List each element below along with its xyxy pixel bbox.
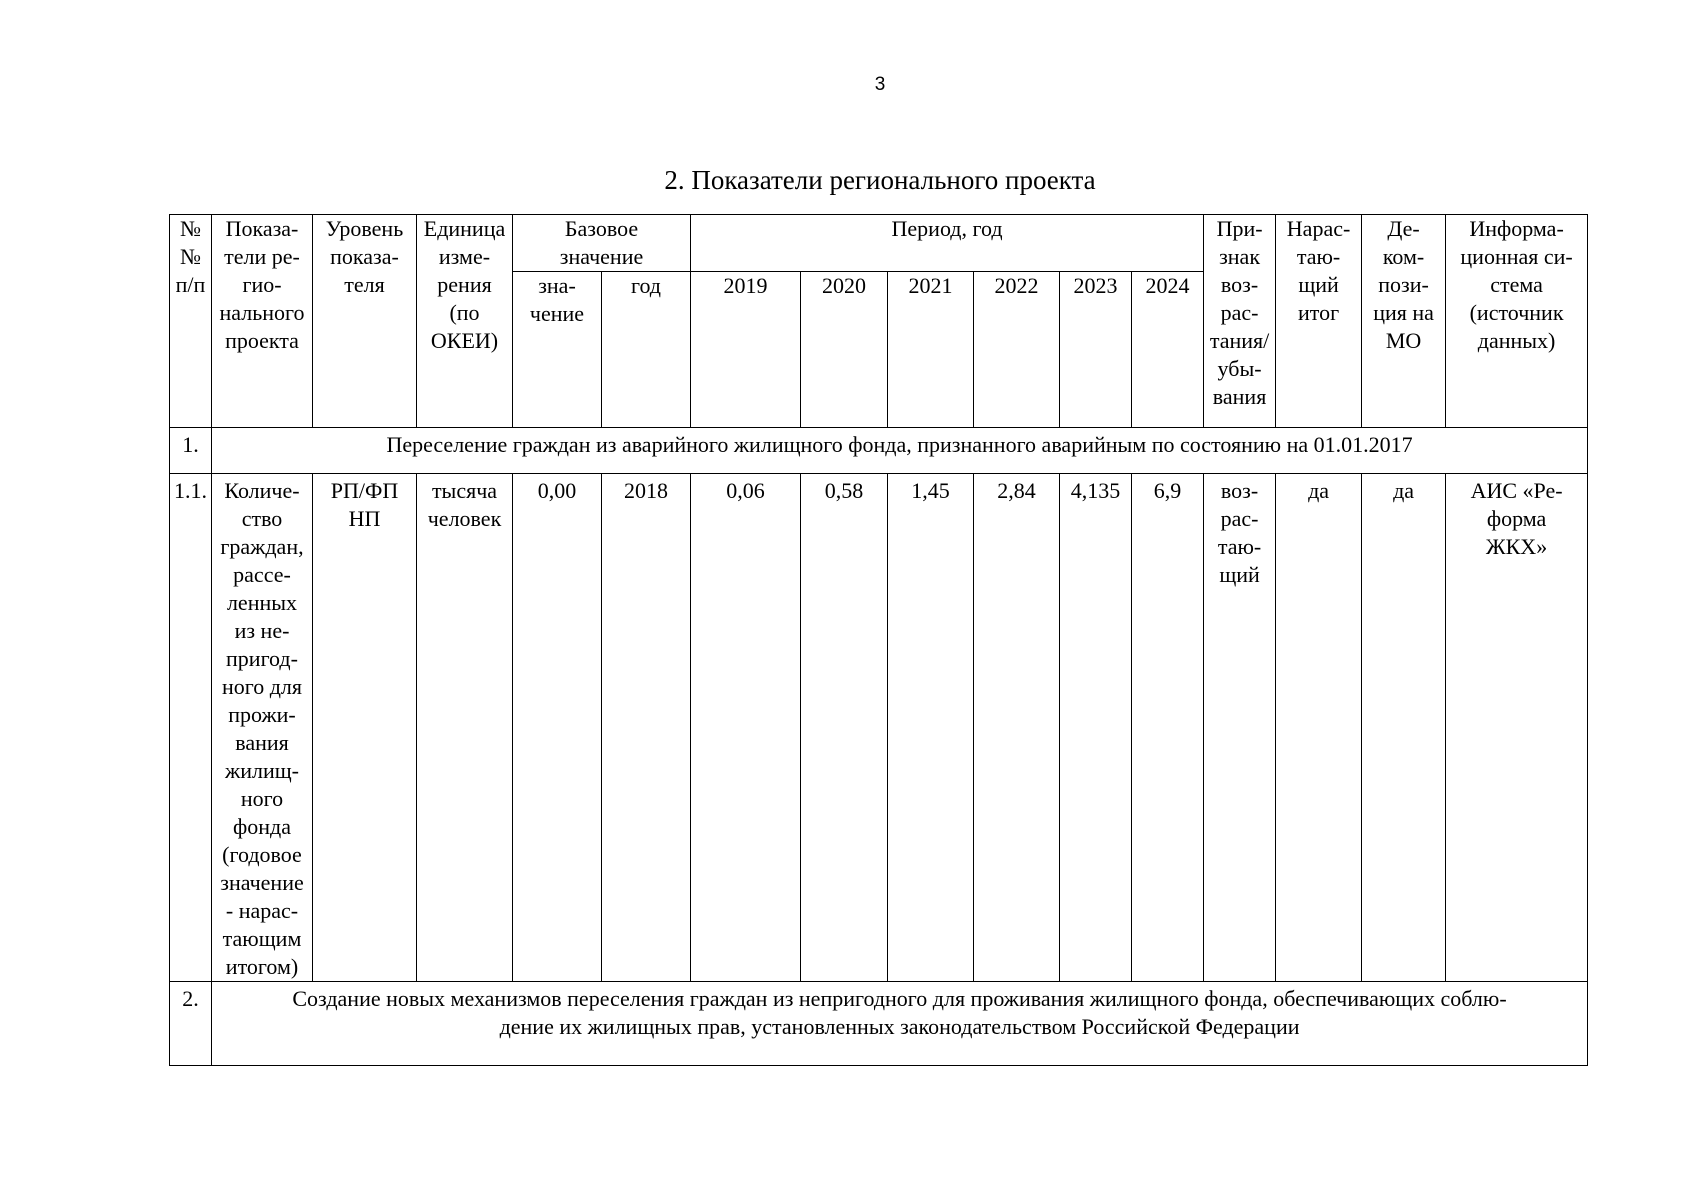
header-cumulative: Нарас- таю- щий итог xyxy=(1276,215,1362,428)
row-1-value-2020: 0,58 xyxy=(801,474,888,982)
row-1-decomposition: да xyxy=(1362,474,1446,982)
row-1-base-year: 2018 xyxy=(602,474,691,982)
header-year-2024: 2024 xyxy=(1132,272,1204,428)
row-1-value-2024: 6,9 xyxy=(1132,474,1204,982)
header-indicator: Показа- тели ре- гио- нального проекта xyxy=(212,215,313,428)
table-row xyxy=(170,474,1588,982)
header-sign: При- знак воз- рас- тания/ убы- вания xyxy=(1204,215,1276,428)
header-year-2022: 2022 xyxy=(974,272,1060,428)
header-level: Уровень показа- теля xyxy=(313,215,417,428)
section-2-text: Создание новых механизмов переселения граждан из непригодного для проживания жилищного фонда, обеспечивающих соблю- дение их жилищных прав, установленных законодательством Российской Федерации xyxy=(212,982,1588,1066)
section-1-num: 1. xyxy=(170,428,212,474)
header-year-2021: 2021 xyxy=(888,272,974,428)
header-base-value: зна- чение xyxy=(513,272,602,428)
row-1-cumulative: да xyxy=(1276,474,1362,982)
page-title: 2. Показатели регионального проекта xyxy=(664,165,1096,195)
header-info-system: Информа- ционная си- стема (источник данных) xyxy=(1446,215,1588,428)
row-1-base-value: 0,00 xyxy=(513,474,602,982)
row-1-value-2023: 4,135 xyxy=(1060,474,1132,982)
row-1-value-2019: 0,06 xyxy=(691,474,801,982)
header-row-1 xyxy=(170,215,1588,272)
header-year-2023: 2023 xyxy=(1060,272,1132,428)
header-base: Базовое значение xyxy=(513,215,691,272)
header-year-2020: 2020 xyxy=(801,272,888,428)
section-1-text: Переселение граждан из аварийного жилищного фонда, признанного аварийным по состоянию на 01.01.2017 xyxy=(212,428,1588,474)
row-1-value-2022: 2,84 xyxy=(974,474,1060,982)
row-1-indicator: Количе- ство граждан, рассе- ленных из не- пригод- ного для прожи- вания жилищ- ного фонда (годовое значение - нарас- тающим итогом) xyxy=(212,474,313,982)
header-decomposition: Де- ком- пози- ция на МО xyxy=(1362,215,1446,428)
section-2-num: 2. xyxy=(170,982,212,1066)
row-1-value-2021: 1,45 xyxy=(888,474,974,982)
row-1-info-system: АИС «Ре- форма ЖКХ» xyxy=(1446,474,1588,982)
header-period: Период, год xyxy=(691,215,1204,272)
indicators-table xyxy=(169,214,1588,1066)
header-num: № № п/п xyxy=(170,215,212,428)
row-1-sign: воз- рас- таю- щий xyxy=(1204,474,1276,982)
section-row-2 xyxy=(170,982,1588,1066)
row-1-level: РП/ФП НП xyxy=(313,474,417,982)
row-1-unit: тысяча человек xyxy=(417,474,513,982)
header-base-year: год xyxy=(602,272,691,428)
page-number: 3 xyxy=(874,74,886,95)
section-row-1 xyxy=(170,428,1588,474)
header-unit: Единица изме- рения (по ОКЕИ) xyxy=(417,215,513,428)
header-year-2019: 2019 xyxy=(691,272,801,428)
row-1-num: 1.1. xyxy=(170,474,212,982)
